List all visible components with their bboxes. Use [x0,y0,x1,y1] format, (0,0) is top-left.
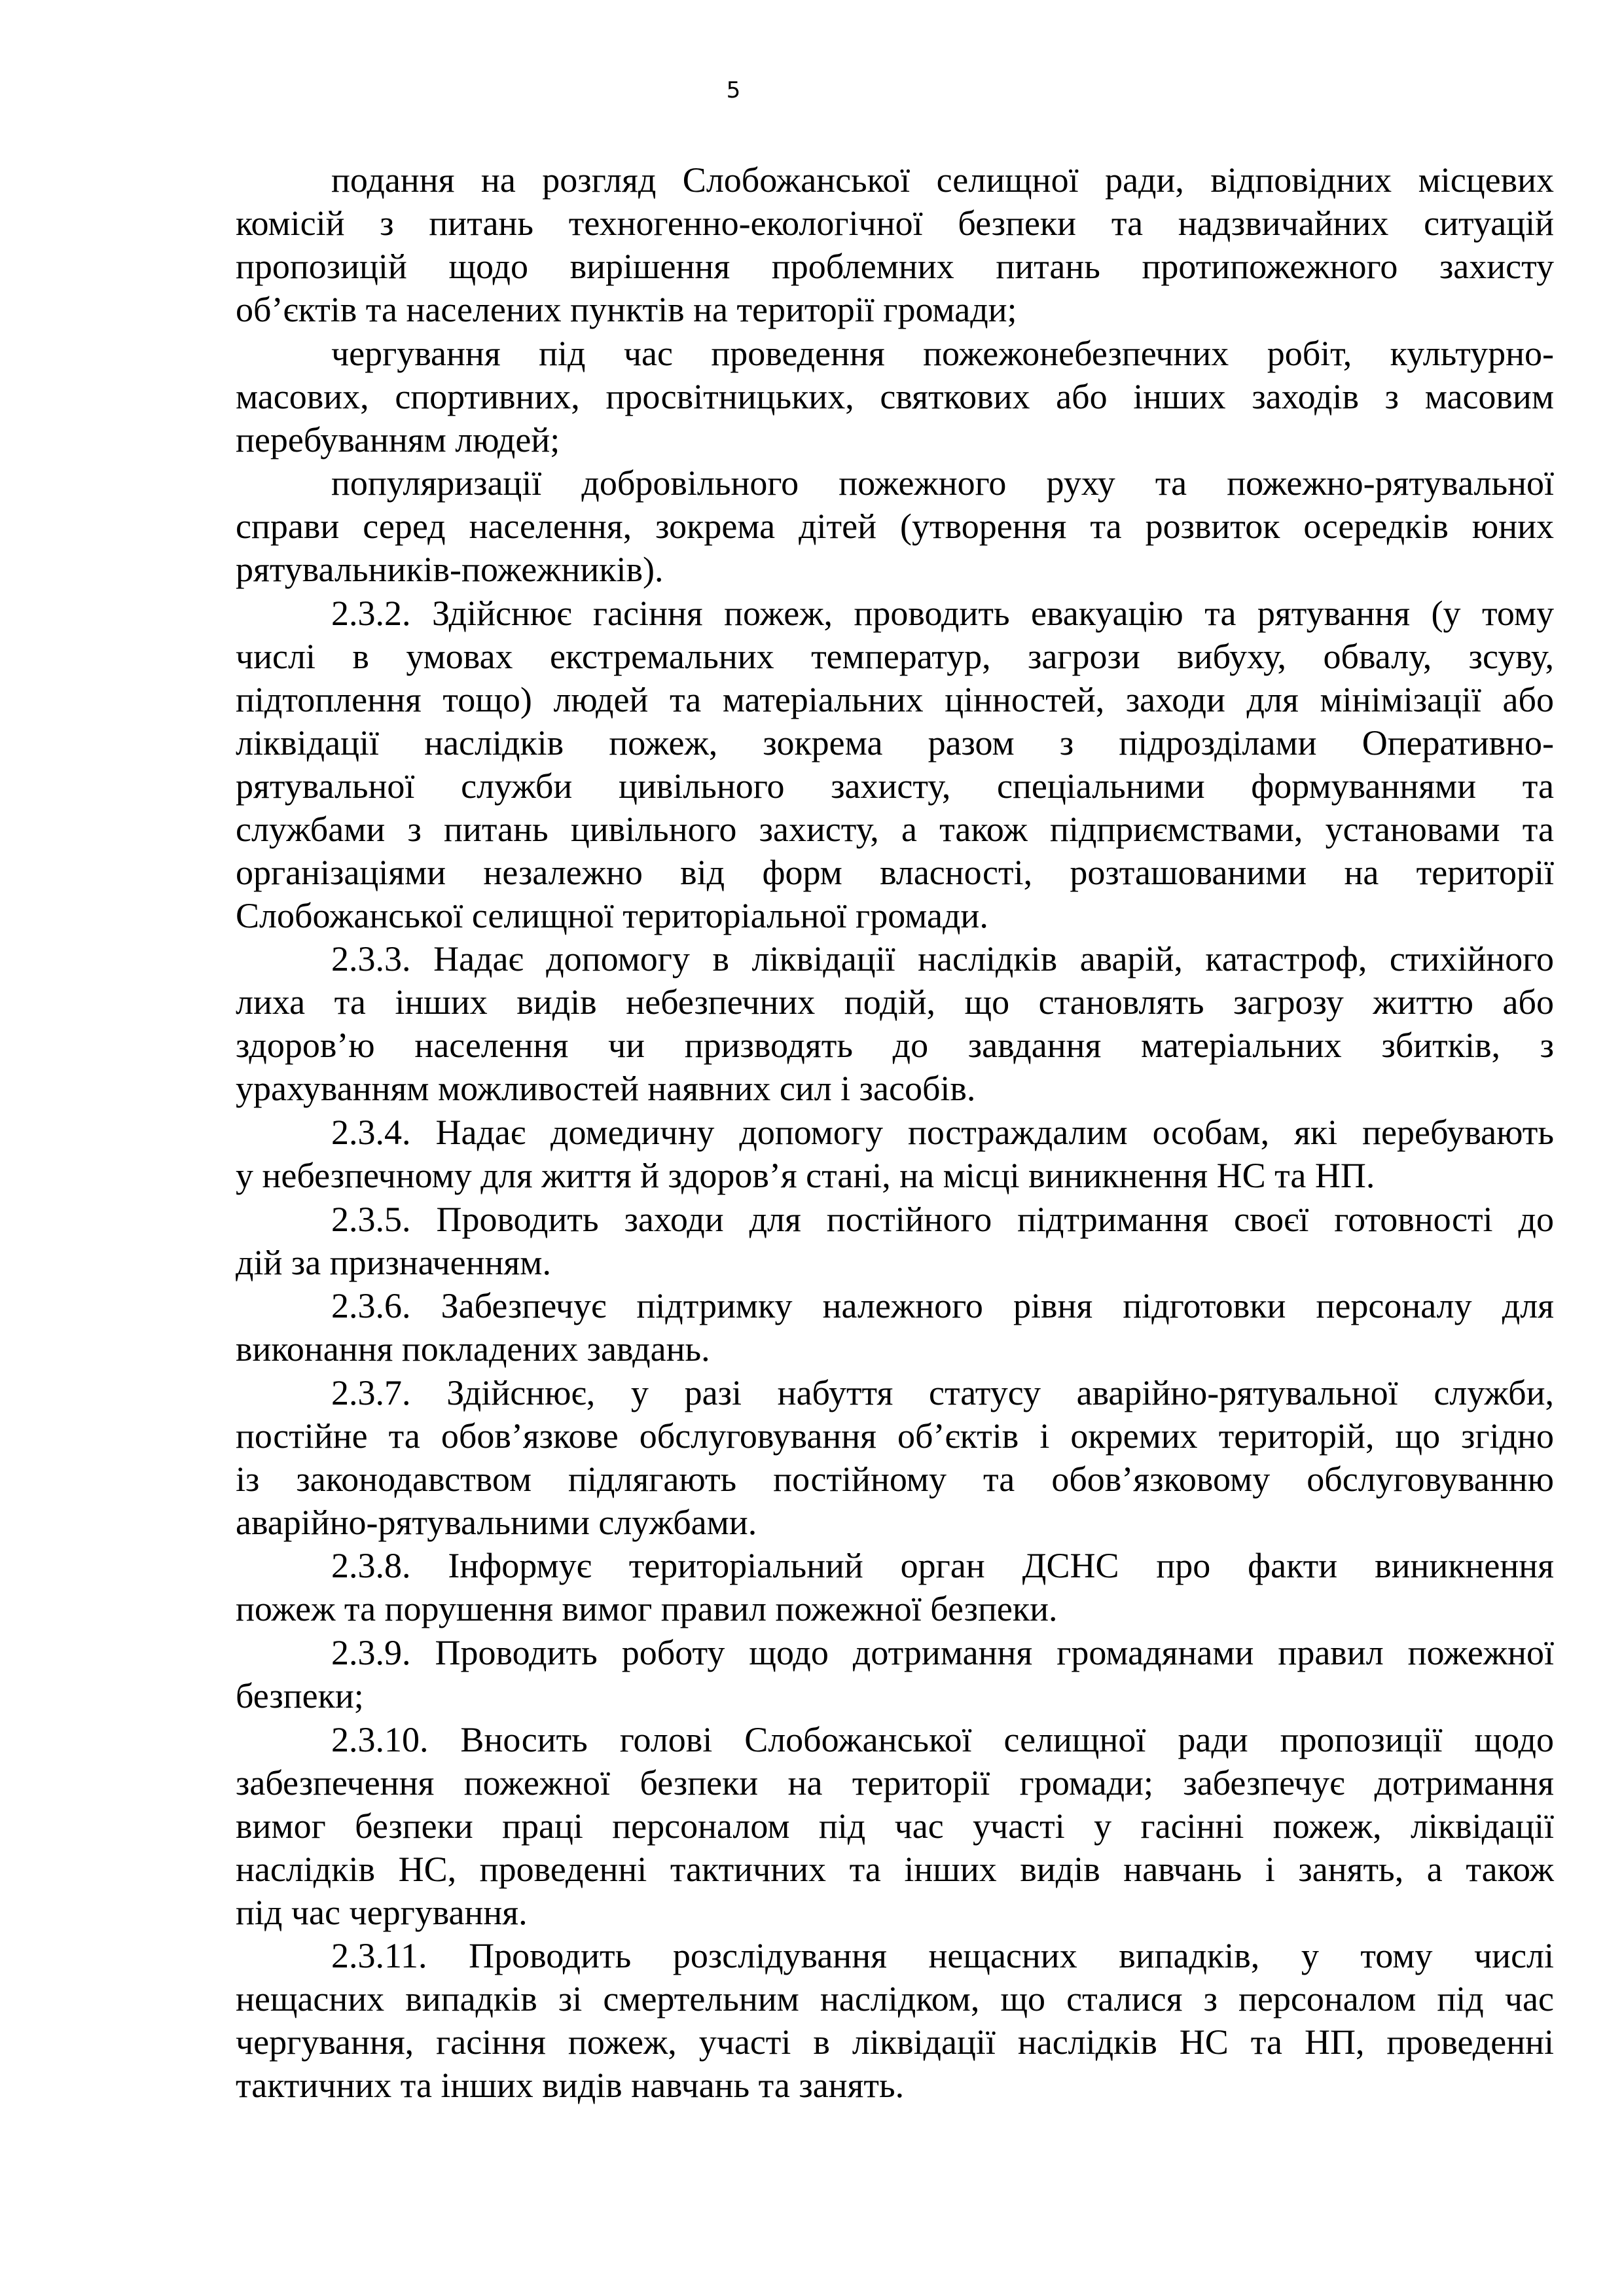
text-line: у небезпечному для життя й здоров’я стані, на місці виникнення НС та НП. [236,1155,1375,1195]
text-line: 2.3.6. Забезпечує підтримку належного рівня підготовки персоналу для [331,1286,1554,1326]
text-line: популяризації добровільного пожежного руху та пожежно-рятувальної [331,463,1554,503]
paragraph [236,1934,1554,2107]
paragraph [236,461,1554,591]
text-line: 2.3.4. Надає домедичну допомогу постраждалим особам, які перебувають [331,1112,1554,1152]
text-line: рятувальної служби цивільного захисту, спеціальними формуваннями та [236,766,1554,806]
paragraph [236,1544,1554,1630]
text-line: подання на розгляд Слобожанської селищної ради, відповідних місцевих [331,160,1554,200]
text-line: безпеки; [236,1676,364,1715]
text-line: нещасних випадків зі смертельним наслідком, що сталися з персоналом під час [236,1979,1554,2019]
paragraph [236,937,1554,1110]
paragraph [236,1198,1554,1284]
text-line: пожеж та порушення вимог правил пожежної безпеки. [236,1589,1058,1629]
text-line: тактичних та інших видів навчань та занять. [236,2066,905,2106]
document-body [236,158,1554,2108]
text-line: підтоплення тощо) людей та матеріальних цінностей, заходи для мінімізації або [236,679,1554,719]
paragraph [236,158,1554,331]
text-line: рятувальників-пожежників). [236,550,664,590]
text-line: 2.3.8. Інформує територіальний орган ДСНС про факти виникнення [331,1546,1554,1586]
text-line: урахуванням можливостей наявних сил і засобів. [236,1069,976,1109]
text-line: виконання покладених завдань. [236,1329,710,1369]
text-line: 2.3.11. Проводить розслідування нещасних випадків, у тому числі [331,1936,1554,1976]
text-line: вимог безпеки праці персоналом під час участі у гасінні пожеж, ліквідації [236,1806,1554,1846]
text-line: лиха та інших видів небезпечних подій, що становлять загрозу життю або [236,982,1554,1022]
text-line: 2.3.7. Здійснює, у разі набуття статусу аварійно-рятувальної служби, [331,1372,1554,1412]
text-line: чергування, гасіння пожеж, участі в ліквідації наслідків НС та НП, проведенні [236,2022,1554,2062]
paragraph [236,592,1554,937]
text-line: ліквідації наслідків пожеж, зокрема разом з підрозділами Оперативно- [236,723,1554,762]
text-line: 2.3.9. Проводить роботу щодо дотримання громадянами правил пожежної [331,1632,1554,1672]
paragraph [236,1371,1554,1544]
text-line: справи серед населення, зокрема дітей (утворення та розвиток осередків юних [236,507,1554,547]
paragraph [236,1111,1554,1197]
text-line: під час чергування. [236,1892,528,1932]
text-line: дій за призначенням. [236,1242,551,1282]
text-line: здоров’ю населення чи призводять до завдання матеріальних збитків, з [236,1026,1554,1066]
text-line: чергування під час проведення пожежонебезпечних робіт, культурно- [331,333,1554,373]
text-line: числі в умовах екстремальних температур, загрози вибуху, обвалу, зсуву, [236,636,1554,676]
text-line: масових, спортивних, просвітницьких, святкових або інших заходів з масовим [236,376,1554,416]
text-line: пропозицій щодо вирішення проблемних питань протипожежного захисту [236,247,1554,286]
text-line: організаціями незалежно від форм власності, розташованими на території [236,852,1554,892]
text-line: комісій з питань техногенно-екологічної безпеки та надзвичайних ситуацій [236,204,1554,243]
text-line: наслідків НС, проведенні тактичних та інших видів навчань і занять, а також [236,1849,1554,1889]
text-line: 2.3.5. Проводить заходи для постійного підтримання своєї готовності до [331,1199,1554,1239]
text-line: перебуванням людей; [236,420,560,459]
paragraph [236,1284,1554,1371]
text-line: із законодавством підлягають постійному та обов’язковому обслуговуванню [236,1459,1554,1499]
text-line: 2.3.3. Надає допомогу в ліквідації наслідків аварій, катастроф, стихійного [331,939,1554,979]
text-line: Слобожанської селищної територіальної громади. [236,895,988,935]
text-line: забезпечення пожежної безпеки на території громади; забезпечує дотримання [236,1763,1554,1803]
text-line: об’єктів та населених пунктів на території громади; [236,290,1017,329]
paragraph [236,1718,1554,1934]
text-line: аварійно-рятувальними службами. [236,1502,757,1542]
paragraph [236,332,1554,461]
text-line: постійне та обов’язкове обслуговування об’єктів і окремих територій, що згідно [236,1416,1554,1456]
text-line: 2.3.10. Вносить голові Слобожанської селищної ради пропозиції щодо [331,1719,1554,1759]
text-line: 2.3.2. Здійснює гасіння пожеж, проводить евакуацію та рятування (у тому [331,593,1554,633]
text-line: службами з питань цивільного захисту, а також підприємствами, установами та [236,809,1554,849]
page-number: 5 [726,77,741,103]
paragraph [236,1631,1554,1717]
